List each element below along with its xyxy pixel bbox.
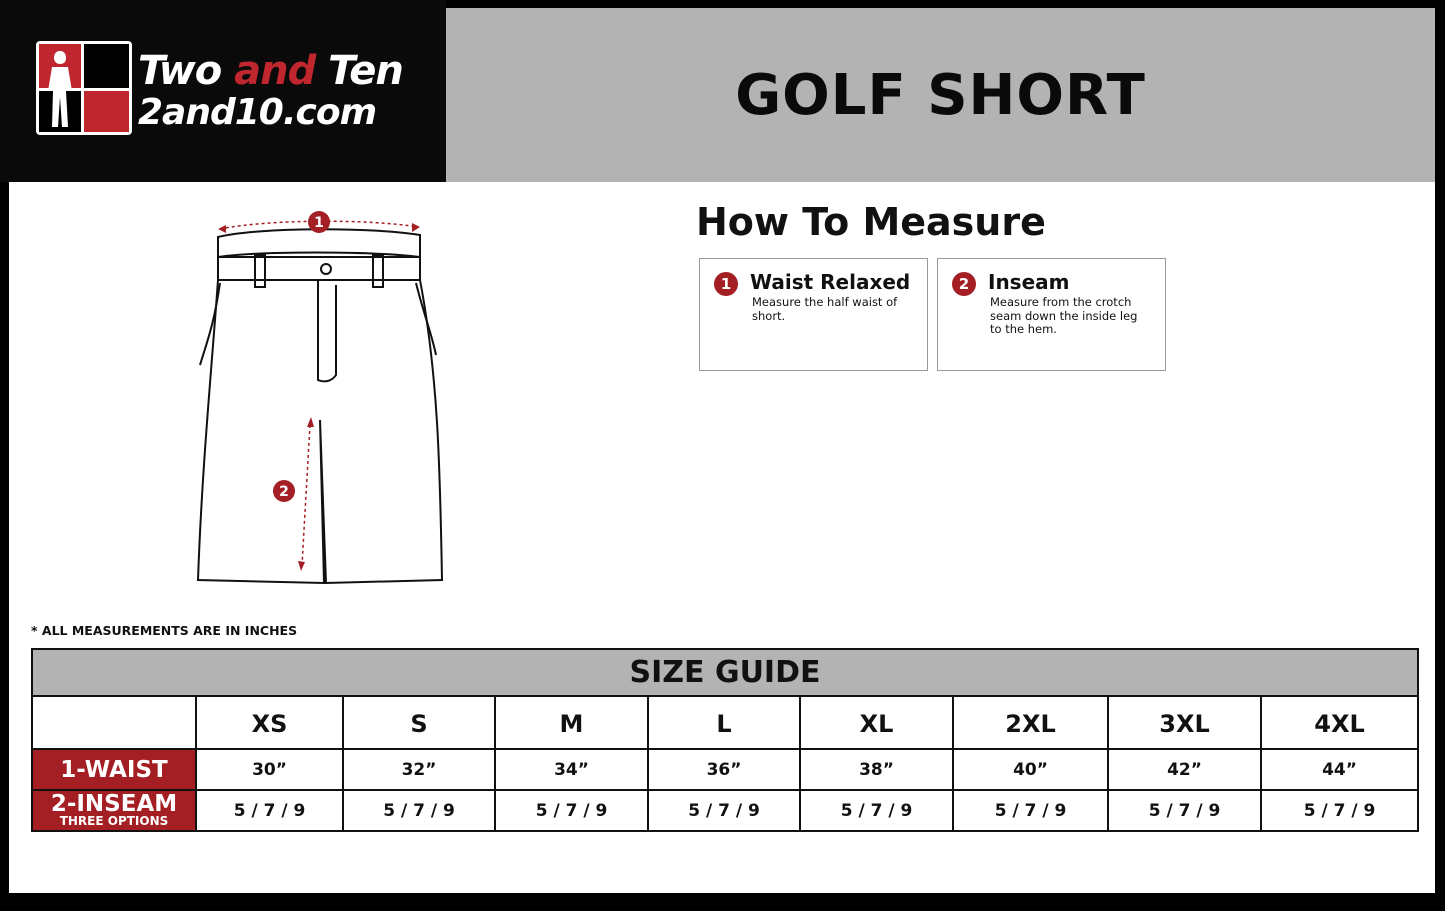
brand-logo bbox=[36, 41, 132, 135]
waist-cell: 32” bbox=[401, 759, 437, 780]
waist-cell: 44” bbox=[1322, 759, 1357, 780]
size-header: M bbox=[559, 709, 584, 738]
inseam-cell: 5 / 7 / 9 bbox=[994, 800, 1067, 821]
row-label-inseam: 2-INSEAM THREE OPTIONS bbox=[33, 791, 195, 830]
waist-cell: 40” bbox=[1013, 759, 1048, 780]
step-badge: 1 bbox=[714, 272, 738, 296]
size-header: S bbox=[410, 709, 428, 738]
inseam-cell: 5 / 7 / 9 bbox=[383, 800, 455, 821]
measure-card-inseam bbox=[937, 258, 1166, 371]
measure-card-waist bbox=[699, 258, 928, 371]
size-header: 4XL bbox=[1314, 709, 1365, 738]
title-band bbox=[446, 8, 1435, 182]
how-to-measure-title: How To Measure bbox=[696, 200, 1046, 244]
waist-cell: 30” bbox=[252, 759, 287, 780]
waist-cell: 34” bbox=[554, 759, 589, 780]
logo-area bbox=[0, 0, 446, 182]
size-header: 3XL bbox=[1159, 709, 1210, 738]
inseam-cell: 5 / 7 / 9 bbox=[840, 800, 913, 821]
size-header: XS bbox=[251, 709, 288, 738]
measure-description: Measure the half waist of short. bbox=[752, 295, 898, 323]
svg-text:2: 2 bbox=[279, 484, 289, 500]
measure-description: Measure from the crotch seam down the inside leg to the hem. bbox=[990, 295, 1138, 336]
waist-cell: 36” bbox=[706, 759, 742, 780]
svg-text:1: 1 bbox=[314, 215, 324, 231]
step-badge: 2 bbox=[952, 272, 976, 296]
inseam-cell: 5 / 7 / 9 bbox=[688, 800, 760, 821]
size-guide-title: SIZE GUIDE bbox=[33, 650, 1417, 697]
waist-cell: 42” bbox=[1167, 759, 1202, 780]
size-header: 2XL bbox=[1005, 709, 1056, 738]
inseam-cell: 5 / 7 / 9 bbox=[1148, 800, 1221, 821]
brand-name: Two and Ten bbox=[138, 48, 403, 94]
inseam-cell: 5 / 7 / 9 bbox=[233, 800, 306, 821]
shorts-diagram bbox=[190, 205, 450, 595]
product-title: GOLF SHORT bbox=[735, 62, 1146, 128]
measure-label: Waist Relaxed bbox=[750, 270, 911, 294]
waist-cell: 38” bbox=[859, 759, 894, 780]
size-guide-table bbox=[31, 648, 1419, 832]
size-header: XL bbox=[859, 709, 894, 738]
brand-url: 2and10.com bbox=[138, 92, 377, 133]
measure-label: Inseam bbox=[988, 270, 1070, 294]
size-header: L bbox=[716, 709, 732, 738]
measurement-note: * ALL MEASUREMENTS ARE IN INCHES bbox=[31, 623, 298, 638]
row-label-waist: 1-WAIST bbox=[33, 750, 195, 789]
inseam-cell: 5 / 7 / 9 bbox=[535, 800, 608, 821]
inseam-cell: 5 / 7 / 9 bbox=[1303, 800, 1376, 821]
